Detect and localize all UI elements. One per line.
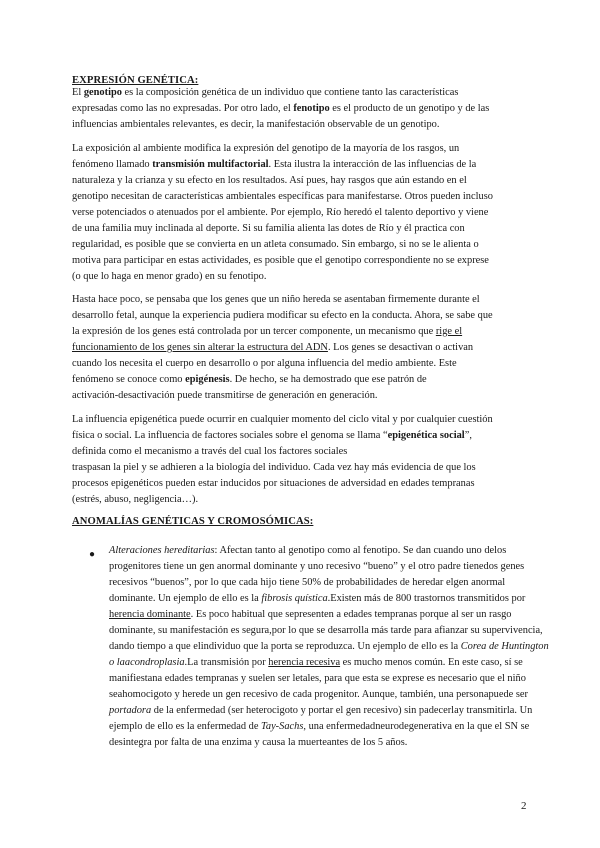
text-line: puede ser portadora de la enfermedad (ser heterocigoto y portar el gen recesivo) sin padecerla bbox=[109, 689, 528, 716]
page-number: 2 bbox=[521, 800, 527, 812]
text-line: de una familia muy inclinada al deporte. Si su familia alienta las dotes de Río y él practica con bbox=[72, 223, 465, 234]
text-line: activación-desactivación puede transmitirse de generación en generación. bbox=[72, 390, 378, 401]
underlined-term: rige el bbox=[435, 326, 463, 337]
underlined-term: herencia dominante bbox=[109, 609, 191, 620]
bullet-marker: ● bbox=[89, 549, 96, 560]
text-line: expresadas como las no expresadas. Por otro lado, el fenotipo es el producto de un genotipo y de las bbox=[72, 103, 490, 114]
text-line: cuando los necesita el cuerpo en desarrollo o por alguna influencia del medio ambiente. Este bbox=[72, 358, 457, 369]
italic-term: Alteraciones hereditarias bbox=[109, 545, 215, 556]
list-item-alteraciones-hereditarias bbox=[109, 543, 549, 751]
italic-term: acondroplasia bbox=[124, 657, 185, 668]
section-heading-anomalias: ANOMALÍAS GENÉTICAS Y CROMOSÓMICAS: bbox=[72, 516, 314, 527]
text-line: genotipo necesitan de características ambientales específicas para manifestarse. Otros pueden incluso bbox=[72, 191, 493, 202]
text-line: dos genes recesivos “buenos”, por lo que cada hijo tiene 50% de probabilidades de heredar el bbox=[109, 561, 525, 588]
italic-term: fibrosis quística bbox=[261, 593, 328, 604]
text-line: La exposición al ambiente modifica la expresión del genotipo de la mayoría de los rasgos, un bbox=[72, 143, 460, 154]
underlined-term: herencia recesiva bbox=[268, 657, 341, 668]
text-line: acondroplasia. bbox=[124, 657, 188, 668]
paragraph-epigenesis bbox=[72, 292, 532, 404]
text-line: por lo que se desarrolla más tarde para afianzar su supervivencia, dando tiempo a que el bbox=[109, 625, 543, 652]
text-line: y transmitirla. Un ejemplo de ello es la enfermedad de Tay-Sachs, una enfermedad bbox=[109, 705, 533, 732]
text-line: traspasan la piel y se adhieren a la biología del individuo. Cada vez hay más evidencia de que los bbox=[72, 462, 476, 473]
text-line: (o que lo haga en menor grado) en su fenotipo. bbox=[72, 271, 267, 282]
text-line: (estrés, abuso, negligencia…). bbox=[72, 494, 199, 505]
text-line: naturaleza y la crianza y su efecto en los resultados. Así pues, hay rasgos que aún estando en el bbox=[72, 175, 467, 186]
bold-term: epigenética social bbox=[387, 430, 465, 441]
italic-term: portadora bbox=[109, 705, 152, 716]
text-line: Alteraciones hereditarias: Afectan tanto al genotipo como al fenotipo. Se dan cuando uno de bbox=[109, 545, 495, 556]
text-line: homocigoto y herede un gen recesivo de cada progenitor. Aunque, también, una persona bbox=[122, 689, 489, 700]
text-line: a edades tempranas y suelen ser letales, para que esta se exprese es necesario que el niño sea bbox=[109, 673, 526, 700]
text-line: funcionamiento de los genes sin alterar la estructura del ADN. Los genes se desactivan o activan bbox=[72, 342, 474, 353]
text-line: gen anormal dominante. Un ejemplo de ello es la fibrosis quística. bbox=[109, 577, 506, 604]
bold-term: fenotipo bbox=[293, 103, 330, 114]
paragraph-transmision-multifactorial bbox=[72, 141, 532, 285]
text-line: procesos epigenéticos pueden estar inducidos por situaciones de adversidad en edades tempranas bbox=[72, 478, 475, 489]
text-line: antes de los 5 años. bbox=[326, 737, 408, 748]
text-line: regularidad, es posible que se convierta en un atleta consumado. Sin embargo, si no se le alienta o bbox=[72, 239, 479, 250]
bold-term: epigénesis bbox=[185, 374, 230, 385]
text-line: los progenitores tiene un gen anormal dominante y uno recesivo “bueno” y el otro padre tiene bbox=[109, 545, 507, 572]
bold-term: transmisión multifactorial bbox=[152, 159, 269, 170]
italic-term: Tay-Sachs bbox=[261, 721, 304, 732]
text-line: motiva para participar en estas actividades, es posible que el genotipo correspondiente no se exprese bbox=[72, 255, 489, 266]
text-line: verse potenciados o atenuados por el ambiente. Por ejemplo, Río heredó el talento deportivo y viene bbox=[72, 207, 489, 218]
text-line: definida como el mecanismo a través del cual los factores sociales bbox=[72, 446, 348, 457]
text-line: influencias ambientales relevantes, es decir, la manifestación observable de un genotipo. bbox=[72, 119, 440, 130]
italic-term: Corea de Huntington o la bbox=[109, 641, 549, 668]
text-line: La transmisión por herencia recesiva es mucho menos común. En este caso, sí se manifiestan bbox=[109, 657, 523, 684]
text-line: física o social. La influencia de factores sociales sobre el genoma se llama “epigenética social”, bbox=[72, 430, 472, 441]
text-line: neurodegenerativa en la que el SN se desintegra por falta de una enzima y causa la muerte bbox=[109, 721, 530, 748]
text-line: La influencia epigenética puede ocurrir en cualquier momento del ciclo vital y por cualquier cuestión bbox=[72, 414, 493, 425]
section-heading-expresion-genetica: EXPRESIÓN GENÉTICA: bbox=[72, 75, 199, 86]
text-line: fenómeno llamado transmisión multifactorial. Esta ilustra la interacción de las influencias de la bbox=[72, 159, 477, 170]
text-line: individuo que la porta se reproduzca. Un ejemplo de ello es la Corea de Huntington o la bbox=[109, 641, 549, 668]
paragraph-epigenetica-social bbox=[72, 412, 532, 508]
text-line: presenten a edades tempranas porque al ser un rasgo dominante, su manifestación es segura, bbox=[109, 609, 512, 636]
paragraph-genotipo-fenotipo bbox=[72, 85, 532, 133]
text-line: El genotipo es la composición genética de un individuo que contiene tanto las características bbox=[72, 87, 459, 98]
bold-term: genotipo bbox=[83, 87, 122, 98]
text-line: Hasta hace poco, se pensaba que los genes que un niño hereda se asentaban firmemente durante el bbox=[72, 294, 480, 305]
text-line: la expresión de los genes está controlada por un tercer componente, un mecanismo que rige el bbox=[72, 326, 463, 337]
underlined-term: funcionamiento de los genes sin alterar la estructura del ADN bbox=[72, 342, 328, 353]
text-line: fenómeno se conoce como epigénesis. De hecho, se ha demostrado que ese patrón de bbox=[72, 374, 427, 385]
text-line: desarrollo fetal, aunque la experiencia pudiera modificar su efecto en la conducta. Ahora, se sabe que bbox=[72, 310, 493, 321]
text-line: Existen más de 800 trastornos transmitidos por herencia dominante. Es poco habitual que se bbox=[109, 593, 526, 620]
